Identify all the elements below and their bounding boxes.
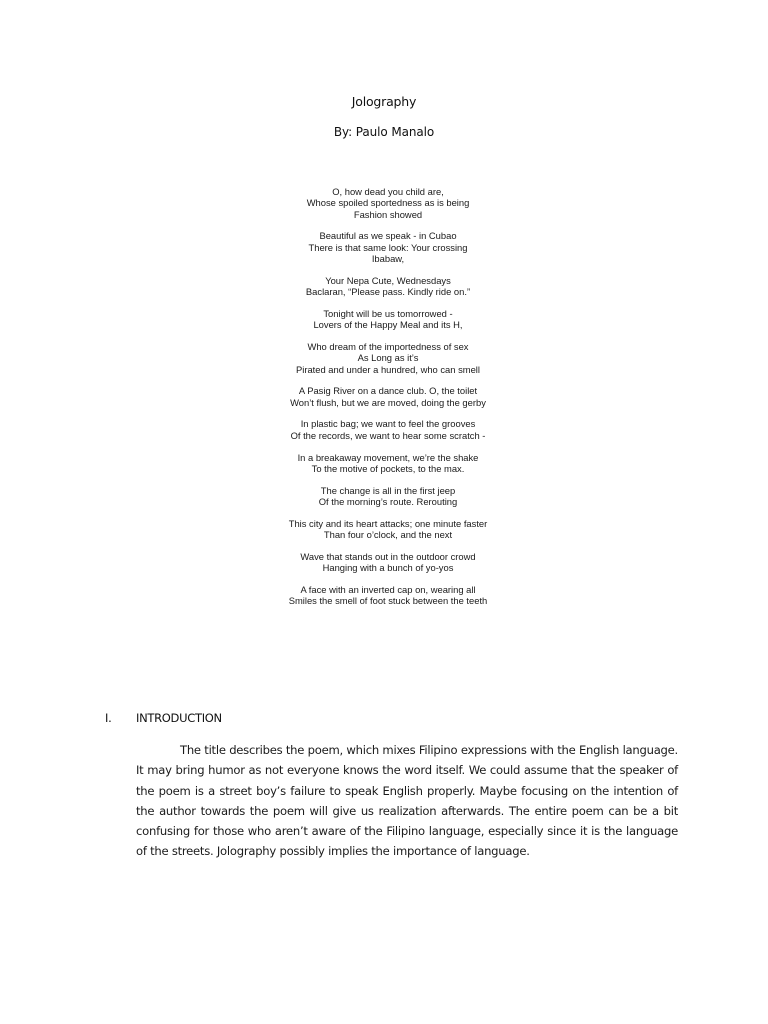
poem-line: Wave that stands out in the outdoor crowd <box>300 550 476 562</box>
poem-stanza <box>220 584 556 607</box>
poem-stanza <box>220 275 556 298</box>
poem-line: Of the records, we want to hear some scratch - <box>290 429 486 441</box>
poem-line: A Pasig River on a dance club. O, the toilet <box>298 385 478 397</box>
poem-line: To the motive of pockets, to the max. <box>311 462 465 474</box>
poem-stanza <box>220 518 556 541</box>
poem-line: The change is all in the first jeep <box>320 484 456 496</box>
poem-line: Hanging with a bunch of yo-yos <box>322 562 454 574</box>
poem-stanza <box>220 485 556 508</box>
poem-line: This city and its heart attacks; one minute faster <box>288 517 488 529</box>
poem-line: Won’t flush, but we are moved, doing the gerby <box>290 396 486 408</box>
poem-line: As Long as it’s <box>357 352 419 364</box>
poem-line: Than four o’clock, and the next <box>323 529 453 541</box>
section-heading <box>105 711 222 725</box>
poem-line: There is that same look: Your crossing <box>308 241 468 253</box>
poem-stanza <box>220 385 556 408</box>
poem-line: Ibabaw, <box>371 252 405 264</box>
poem-line: Baclaran, “Please pass. Kindly ride on.” <box>305 286 471 298</box>
poem-line: In plastic bag; we want to feel the grooves <box>300 418 476 430</box>
poem-stanza <box>220 341 556 375</box>
document-title: Jolography <box>351 94 417 109</box>
poem-line: Of the morning’s route. Rerouting <box>318 495 458 507</box>
poem-line: Lovers of the Happy Meal and its H, <box>313 319 463 331</box>
poem-line: O, how dead you child are, <box>332 186 444 197</box>
poem-stanza <box>220 308 556 331</box>
poem-line: In a breakaway movement, we’re the shake <box>297 451 479 463</box>
poem-stanza <box>220 418 556 441</box>
author-byline: By: Paulo Manalo <box>333 125 435 139</box>
introduction-paragraph: The title describes the poem, which mixes Filipino expressions with the English language. It may bring humor as not everyone knows the word itself. We could assume that the speaker of the poem is a street boy’s failure to speak English properly. Maybe focusing on the intention of the author towards the poem will give us realization afterwards. The entire poem can be a bit confusing for those who aren’t aware of the Filipino language, especially since it is the language of the streets. Jolography possibly implies the importance of language. <box>136 743 678 859</box>
poem-line: Pirated and under a hundred, who can smell <box>296 363 480 375</box>
poem-line: Tonight will be us tomorrowed - <box>323 307 453 319</box>
poem-stanza <box>220 452 556 475</box>
poem-line: Fashion showed <box>353 208 423 220</box>
poem-stanza <box>220 230 556 264</box>
poem-line: Who dream of the importedness of sex <box>307 340 469 352</box>
poem-line: A face with an inverted cap on, wearing all <box>300 583 476 595</box>
poem-block <box>220 186 556 617</box>
section-title: INTRODUCTION <box>136 711 222 725</box>
section-number: I. <box>105 711 112 725</box>
poem-stanza <box>220 551 556 574</box>
poem-line: Smiles the smell of foot stuck between the teeth <box>288 595 488 607</box>
poem-stanza <box>220 186 556 220</box>
poem-line: Beautiful as we speak - in Cubao <box>319 230 457 242</box>
poem-line: Your Nepa Cute, Wednesdays <box>325 274 451 286</box>
poem-line: Whose spoiled sportedness as is being <box>306 197 470 209</box>
